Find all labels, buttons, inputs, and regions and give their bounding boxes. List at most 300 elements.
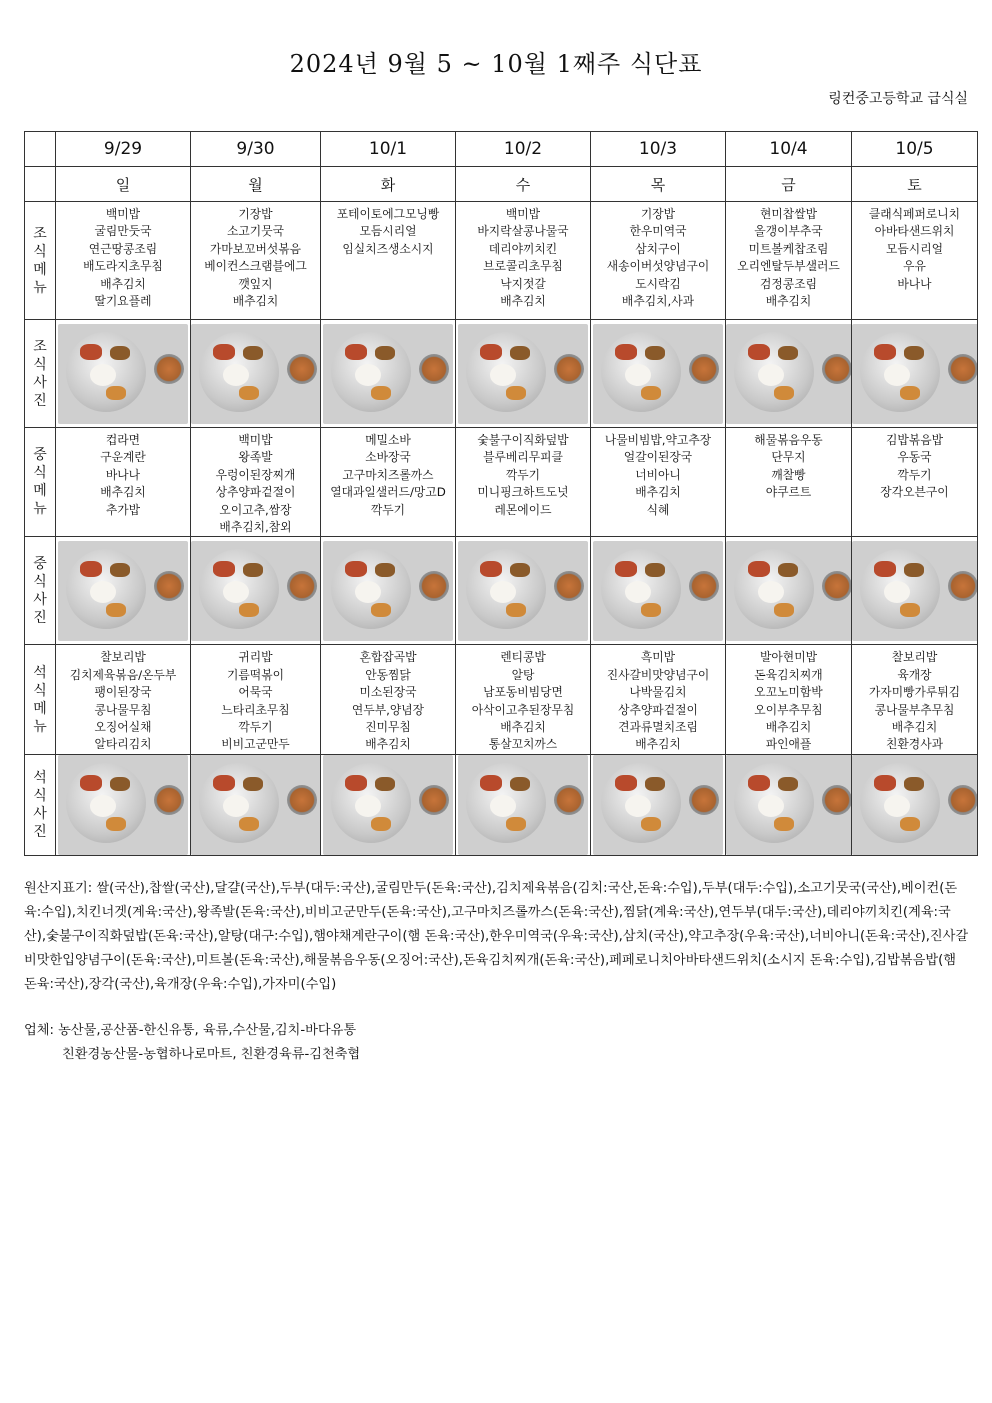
food-side3: [774, 817, 794, 831]
food-rice: [884, 364, 910, 386]
meal-tray-photo: [726, 324, 852, 424]
breakfast-menu-cell: [852, 202, 978, 320]
menu-item: 메밀소바: [365, 433, 411, 447]
food-bowl: [689, 571, 719, 601]
day-row: [25, 167, 978, 202]
menu-item: 배추김치,참외: [219, 520, 292, 535]
meal-tray-photo: [58, 324, 188, 424]
dinner-menu-cell: [321, 645, 456, 754]
breakfast-menu-cell: [321, 202, 456, 320]
menu-item: 파인애플: [765, 737, 812, 752]
menu-item: 느타리초무침: [221, 702, 290, 717]
food-bowl: [287, 571, 317, 601]
menu-item: 바지락살콩나물국: [477, 224, 569, 239]
menu-item: 흑미밥: [640, 650, 676, 665]
food-side2: [904, 563, 924, 577]
menu-item: 비비고군만두: [221, 737, 290, 752]
food-side1: [874, 775, 896, 791]
row-label-char: 식: [33, 243, 47, 260]
breakfast-photo-row: [25, 320, 978, 428]
meal-tray-photo: [852, 755, 978, 855]
food-side2: [645, 346, 665, 360]
breakfast-photo-cell: [456, 320, 591, 428]
food-side3: [900, 817, 920, 831]
food-rice: [758, 795, 784, 817]
food-side3: [371, 386, 391, 400]
menu-item: 레몬에이드: [494, 502, 552, 517]
menu-item: 굴림만둣국: [94, 224, 152, 239]
meal-tray-photo: [191, 324, 321, 424]
day-cell: 월: [191, 167, 321, 202]
menu-item: 연두부,양념장: [351, 702, 425, 717]
meal-tray-photo: [58, 755, 188, 855]
vendor-line-2: 친환경농산물-농협하나로마트, 친환경육류-김천축협: [62, 1047, 361, 1062]
food-rice: [90, 581, 116, 603]
menu-item: 육개장: [897, 667, 932, 682]
lunch-photo-cell: [191, 537, 321, 645]
dinner-photo-cell: [852, 754, 978, 855]
meal-tray-photo: [458, 755, 588, 855]
food-side1: [345, 344, 367, 360]
food-side1: [213, 775, 235, 791]
menu-item: 깨찰빵: [771, 467, 806, 482]
food-bowl: [554, 354, 584, 384]
dinner-menu-cell: [56, 645, 191, 754]
row-label-char: 메: [33, 483, 47, 500]
food-rice: [223, 795, 249, 817]
date-row: [25, 132, 978, 167]
meal-tray-photo: [726, 755, 852, 855]
menu-item: 팽이된장국: [94, 685, 152, 700]
menu-item: 단무지: [771, 450, 806, 465]
food-side3: [641, 386, 661, 400]
food-rice: [223, 581, 249, 603]
food-rice: [490, 581, 516, 603]
menu-item: 상추양파겉절이: [215, 485, 296, 500]
food-side1: [480, 561, 502, 577]
menu-item: 오이고추,쌈장: [219, 502, 292, 517]
food-side1: [345, 775, 367, 791]
menu-item: 우렁이된장찌개: [215, 467, 296, 482]
breakfast-photo-cell: [726, 320, 852, 428]
food-rice: [355, 795, 381, 817]
menu-item: 고구마치즈롤까스: [342, 467, 434, 482]
food-side3: [506, 817, 526, 831]
dinner-menu-cell: [591, 645, 726, 754]
menu-item: 김밥볶음밥: [886, 433, 943, 447]
row-label-char: 식: [33, 573, 47, 590]
menu-item: 배추김치: [765, 294, 812, 309]
food-bowl: [419, 785, 449, 815]
food-bowl: [554, 571, 584, 601]
food-rice: [90, 795, 116, 817]
menu-item: 렌티콩밥: [500, 650, 546, 665]
menu-item: 딸기요플레: [94, 294, 152, 309]
day-cell: 화: [321, 167, 456, 202]
food-side1: [748, 344, 770, 360]
menu-item: 바나나: [105, 467, 141, 482]
food-side2: [243, 777, 263, 791]
row-label-char: 진: [33, 392, 47, 409]
food-bowl: [948, 785, 978, 815]
menu-item: 돈육김치찌개: [754, 667, 823, 682]
meal-tray-photo: [191, 755, 321, 855]
lunch-menu-cell: [726, 428, 852, 537]
dinner-menu-cell: [726, 645, 852, 754]
food-side3: [641, 603, 661, 617]
menu-item: 아바타샌드위치: [874, 224, 955, 239]
row-label-char: 진: [33, 823, 47, 840]
menu-item: 배추김치: [100, 485, 146, 500]
row-label-char: 메: [33, 261, 47, 278]
food-side2: [375, 777, 395, 791]
food-rice: [884, 581, 910, 603]
menu-item: 어묵국: [238, 685, 273, 700]
menu-item: 모듬시리얼: [359, 224, 417, 239]
menu-item: 소바장국: [365, 450, 411, 465]
menu-item: 컵라면: [105, 433, 141, 447]
menu-item: 베이컨스크램블에그: [204, 259, 307, 274]
dinner-photo-row: [25, 754, 978, 855]
date-cell: 10/5: [852, 132, 978, 167]
food-side2: [243, 563, 263, 577]
meal-tray-photo: [852, 541, 978, 641]
menu-item: 데리야끼치킨: [488, 241, 558, 256]
row-label-char: 식: [33, 465, 47, 482]
menu-item: 우유: [903, 259, 926, 274]
food-rice: [490, 795, 516, 817]
lunch-menu-cell: [321, 428, 456, 537]
food-side3: [641, 817, 661, 831]
menu-item: 깻잎지: [238, 276, 273, 291]
day-cell: 금: [726, 167, 852, 202]
lunch-menu-cell: [191, 428, 321, 537]
row-label: [25, 428, 56, 537]
menu-item: 소고기뭇국: [227, 224, 284, 239]
food-bowl: [689, 785, 719, 815]
food-side2: [110, 563, 130, 577]
food-bowl: [822, 354, 852, 384]
food-bowl: [287, 785, 317, 815]
row-label-char: 뉴: [33, 279, 47, 296]
menu-item: 오꼬노미함박: [754, 685, 823, 700]
food-side3: [774, 603, 794, 617]
row-label-char: 뉴: [33, 501, 47, 518]
corner-cell: [25, 132, 56, 167]
meal-tray-photo: [593, 755, 723, 855]
meal-tray-photo: [58, 541, 188, 641]
menu-item: 귀리밥: [238, 650, 273, 665]
date-cell: 10/3: [591, 132, 726, 167]
food-rice: [90, 364, 116, 386]
food-side1: [874, 344, 896, 360]
corner-cell: [25, 167, 56, 202]
menu-item: 올갱이부추국: [754, 224, 823, 239]
row-label-char: 석: [33, 664, 47, 681]
menu-item: 추가밥: [105, 502, 141, 517]
breakfast-menu-cell: [456, 202, 591, 320]
row-label-char: 식: [33, 682, 47, 699]
row-label-char: 사: [33, 591, 47, 608]
date-cell: 10/4: [726, 132, 852, 167]
menu-item: 배추김치: [232, 294, 279, 309]
menu-item: 상추양파겉절이: [618, 702, 698, 717]
row-label-char: 석: [33, 769, 47, 786]
lunch-menu-cell: [56, 428, 191, 537]
food-side2: [375, 563, 395, 577]
lunch-photo-cell: [726, 537, 852, 645]
vendor-line-1: 업체: 농산물,공산품-한신유통, 육류,수산물,김치-바다유통: [24, 1023, 357, 1038]
day-cell: 수: [456, 167, 591, 202]
breakfast-photo-cell: [191, 320, 321, 428]
dinner-menu-row: [25, 645, 978, 754]
menu-item: 오리엔탈두부샐러드: [737, 259, 840, 274]
menu-item: 콩나물부추무침: [874, 702, 955, 717]
food-side2: [510, 346, 530, 360]
menu-item: 낙지젓갈: [500, 276, 546, 291]
food-side2: [243, 346, 263, 360]
page-title: 2024년 9월 5 ~ 10월 1째주 식단표: [289, 50, 703, 78]
food-bowl: [154, 354, 184, 384]
food-side2: [778, 346, 798, 360]
meal-tray-photo: [323, 541, 453, 641]
menu-item: 미소된장국: [359, 685, 417, 700]
food-bowl: [689, 354, 719, 384]
row-label-char: 식: [33, 787, 47, 804]
menu-item: 미트볼케찹조림: [748, 241, 829, 256]
food-bowl: [419, 354, 449, 384]
food-bowl: [822, 785, 852, 815]
row-label-char: 식: [33, 356, 47, 373]
row-label-char: 메: [33, 700, 47, 717]
menu-item: 새송이버섯양념구이: [606, 259, 710, 274]
food-rice: [625, 581, 651, 603]
food-side1: [213, 561, 235, 577]
breakfast-photo-cell: [56, 320, 191, 428]
row-label: [25, 320, 56, 428]
menu-item: 발아현미밥: [760, 650, 817, 665]
menu-item: 안동찜닭: [365, 667, 411, 682]
food-side3: [900, 603, 920, 617]
menu-item: 장각오븐구이: [880, 485, 949, 500]
food-rice: [758, 364, 784, 386]
menu-item: 현미찹쌀밥: [760, 207, 817, 221]
date-cell: 10/2: [456, 132, 591, 167]
menu-item: 깍두기: [897, 467, 932, 482]
menu-item: 왕족발: [238, 450, 273, 465]
menu-item: 배추김치: [500, 720, 546, 735]
food-side3: [239, 817, 259, 831]
menu-item: 기장밥: [238, 207, 273, 221]
menu-item: 도시락김: [635, 276, 681, 291]
menu-item: 찰보리밥: [100, 650, 146, 665]
menu-item: 모듬시리얼: [886, 241, 943, 256]
lunch-menu-cell: [591, 428, 726, 537]
food-side2: [904, 346, 924, 360]
meal-tray-photo: [191, 541, 321, 641]
menu-item: 배추김치: [100, 276, 146, 291]
breakfast-menu-cell: [591, 202, 726, 320]
food-side1: [748, 775, 770, 791]
menu-item: 백미밥: [105, 207, 141, 221]
breakfast-menu-cell: [56, 202, 191, 320]
food-bowl: [948, 571, 978, 601]
food-side3: [106, 817, 126, 831]
breakfast-photo-cell: [852, 320, 978, 428]
menu-item: 남포동비빔당면: [483, 685, 563, 700]
menu-item: 클래식페퍼로니치: [868, 207, 961, 221]
dinner-photo-cell: [726, 754, 852, 855]
food-side1: [480, 344, 502, 360]
food-side2: [645, 563, 665, 577]
meal-tray-photo: [323, 324, 453, 424]
row-label-char: 중: [33, 447, 47, 464]
menu-item: 우동국: [897, 450, 932, 465]
food-side2: [110, 346, 130, 360]
menu-item: 블루베리무피클: [483, 450, 563, 465]
food-rice: [625, 795, 651, 817]
menu-item: 아삭이고추된장무침: [471, 702, 575, 717]
menu-item: 오징어실채: [94, 720, 152, 735]
menu-item: 포테이토에그모닝빵: [336, 207, 440, 221]
breakfast-menu-row: [25, 202, 978, 320]
origin-notes: 원산지표기: 쌀(국산),찹쌀(국산),달걀(국산),두부(대두:국산),굴림만두(돈육:국산),김치제육볶음(김치:국산,돈육:수입),두부(대두:수입),소고기뭇국(국산),베이컨(돈육:수입),치킨너겟(계육:국산),왕족발(돈육:국산),비비고군만두(돈육:국산),고구마치즈롤까스(돈육:국산),찜닭(계육:국산),연두부(대두:국산),데리야끼치킨(계육:국산),숯불구이직화덮밥(돈육:국산),알탕(대구:수입),햄야채계란구이(햄 돈육:국산),한우미역국(우육:국산),삼치(국산),약고추장(우육:국산),너비아니(돈육:국산),진사갈비맛한입양념구이(돈육:국산),미트볼(돈육:국산),해물볶음우동(오징어:국산),돈육김치찌개(돈육:국산),페페로니치아바타샌드위치(소시지 돈육:수입),김밥볶음밥(햄 돈육:국산),장각(국산),육개장(우육:수입),가자미(수입): [24, 881, 969, 992]
row-label-char: 조: [33, 338, 47, 355]
meal-tray-photo: [458, 541, 588, 641]
day-cell: 토: [852, 167, 978, 202]
date-cell: 9/29: [56, 132, 191, 167]
breakfast-photo-cell: [321, 320, 456, 428]
menu-item: 가자미빵가루튀김: [868, 685, 961, 700]
lunch-photo-cell: [852, 537, 978, 645]
menu-item: 기름떡볶이: [227, 667, 284, 682]
food-side3: [239, 386, 259, 400]
food-side1: [615, 344, 637, 360]
menu-item: 야쿠르트: [765, 485, 812, 500]
food-side3: [106, 386, 126, 400]
row-label-char: 사: [33, 374, 47, 391]
meal-tray-photo: [726, 541, 852, 641]
dinner-photo-cell: [591, 754, 726, 855]
day-cell: 일: [56, 167, 191, 202]
menu-item: 한우미역국: [629, 224, 687, 239]
menu-item: 배추김치: [500, 294, 546, 309]
lunch-menu-cell: [456, 428, 591, 537]
meal-tray-photo: [323, 755, 453, 855]
menu-item: 얼갈이된장국: [623, 450, 693, 465]
menu-item: 알탕: [511, 667, 535, 682]
food-rice: [490, 364, 516, 386]
food-side3: [371, 603, 391, 617]
menu-item: 배추김치: [635, 737, 681, 752]
food-side1: [80, 775, 102, 791]
food-side1: [874, 561, 896, 577]
school-name: 링컨중고등학교 급식실: [828, 91, 968, 107]
food-side3: [371, 817, 391, 831]
row-label-char: 뉴: [33, 718, 47, 735]
food-bowl: [154, 785, 184, 815]
food-rice: [758, 581, 784, 603]
menu-item: 너비아니: [635, 467, 681, 482]
food-rice: [355, 581, 381, 603]
food-side3: [506, 603, 526, 617]
menu-item: 구운계란: [100, 450, 146, 465]
menu-item: 친환경사과: [886, 737, 943, 752]
menu-item: 깍두기: [238, 720, 273, 735]
food-side1: [615, 775, 637, 791]
menu-item: 오이부추무침: [754, 702, 823, 717]
food-rice: [355, 364, 381, 386]
menu-item: 기장밥: [640, 207, 676, 221]
food-bowl: [287, 354, 317, 384]
menu-item: 김치제육볶음/온두부: [69, 667, 177, 682]
food-side1: [213, 344, 235, 360]
food-side2: [375, 346, 395, 360]
menu-item: 임실치즈생소시지: [342, 241, 434, 256]
food-side1: [480, 775, 502, 791]
food-bowl: [419, 571, 449, 601]
food-side2: [645, 777, 665, 791]
dinner-photo-cell: [191, 754, 321, 855]
menu-item: 숯불구이직화덮밥: [477, 433, 569, 447]
menu-item: 해물볶음우동: [754, 433, 823, 447]
menu-item: 열대과일샐러드/망고D: [330, 485, 446, 500]
row-label-char: 진: [33, 609, 47, 626]
menu-item: 혼합잡곡밥: [359, 650, 417, 665]
lunch-photo-cell: [56, 537, 191, 645]
food-side2: [510, 563, 530, 577]
row-label-char: 조: [33, 225, 47, 242]
date-cell: 9/30: [191, 132, 321, 167]
lunch-photo-cell: [591, 537, 726, 645]
meal-tray-photo: [593, 541, 723, 641]
menu-item: 견과류멸치조림: [618, 720, 698, 735]
food-bowl: [154, 571, 184, 601]
row-label: [25, 754, 56, 855]
food-bowl: [948, 354, 978, 384]
food-rice: [223, 364, 249, 386]
food-side2: [778, 777, 798, 791]
menu-item: 배추김치: [365, 737, 411, 752]
food-side3: [900, 386, 920, 400]
meal-tray-photo: [593, 324, 723, 424]
food-rice: [625, 364, 651, 386]
menu-item: 백미밥: [505, 207, 541, 221]
dinner-menu-cell: [191, 645, 321, 754]
menu-item: 바나나: [897, 276, 932, 291]
row-label-char: 중: [33, 555, 47, 572]
menu-item: 브로콜리초무침: [483, 259, 563, 274]
dinner-photo-cell: [56, 754, 191, 855]
food-side3: [506, 386, 526, 400]
row-label: [25, 202, 56, 320]
lunch-menu-row: [25, 428, 978, 537]
lunch-photo-cell: [456, 537, 591, 645]
food-side2: [904, 777, 924, 791]
food-side2: [510, 777, 530, 791]
meal-tray-photo: [852, 324, 978, 424]
food-side3: [239, 603, 259, 617]
menu-item: 콩나물무침: [94, 702, 152, 717]
menu-item: 알타리김치: [94, 737, 152, 752]
lunch-photo-row: [25, 537, 978, 645]
row-label: [25, 537, 56, 645]
food-side2: [110, 777, 130, 791]
menu-item: 깍두기: [505, 467, 541, 482]
food-bowl: [822, 571, 852, 601]
food-side1: [345, 561, 367, 577]
menu-item: 검정콩조림: [760, 276, 817, 291]
